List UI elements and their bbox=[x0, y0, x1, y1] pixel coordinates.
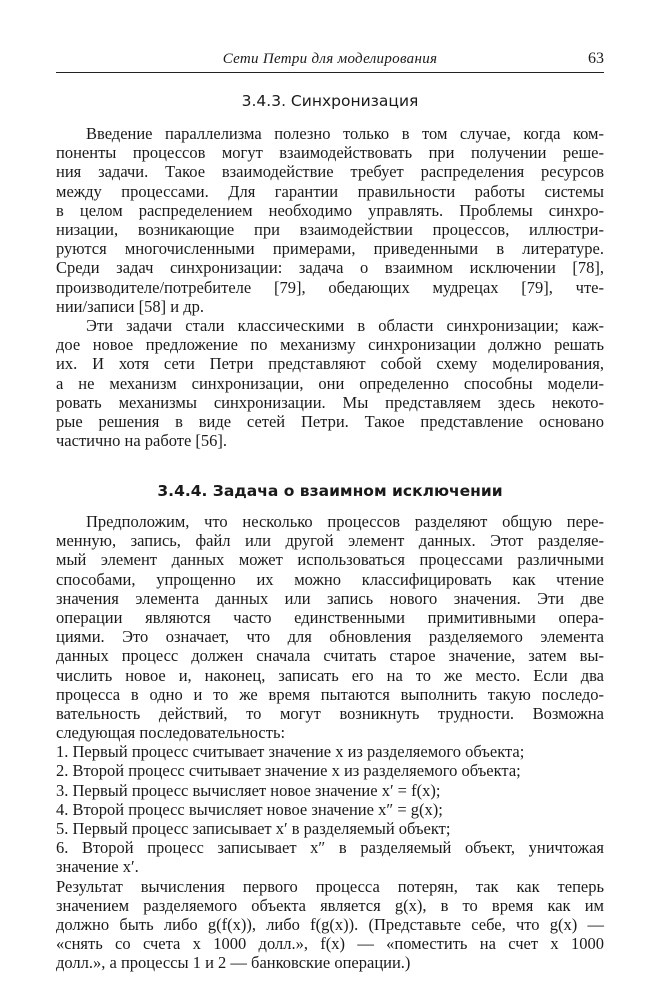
running-title: Сети Петри для моделирования bbox=[222, 51, 438, 67]
text-line: руются многочисленными примерами, приведенными в литературе. bbox=[56, 239, 604, 259]
text-line: следующая последовательность: bbox=[56, 723, 286, 743]
text-line: нии/записи [58] и др. bbox=[56, 296, 204, 316]
text-line: способами, упрощенно их можно классифицировать как чтение bbox=[56, 569, 604, 589]
running-header bbox=[56, 46, 604, 73]
list-item: 4. Второй процесс вычисляет новое значение x″ = g(x); bbox=[56, 799, 443, 819]
text-line: а не механизм синхронизации, они определенно способны модели- bbox=[56, 373, 604, 393]
text-line: ровать механизмы синхронизации. Мы представляем здесь некото- bbox=[56, 392, 604, 412]
paragraph-mutual-exclusion-intro bbox=[56, 512, 604, 973]
text-line: Результат вычисления первого процесса потерян, так как теперь bbox=[56, 876, 604, 896]
text-line: процесса в одно и то же время пытаются выполнить такую последо- bbox=[56, 684, 604, 704]
list-item: 5. Первый процесс записывает x′ в разделяемый объект; bbox=[56, 819, 451, 838]
text-line: Среди задач синхронизации: задача о взаимном исключении [78], bbox=[56, 258, 604, 278]
paragraph-synchronization-intro bbox=[56, 124, 604, 316]
list-item: 3. Первый процесс вычисляет новое значение x′ = f(x); bbox=[56, 780, 441, 800]
text-line: рые решения в виде сетей Петри. Такое представление основано bbox=[56, 411, 604, 431]
page-number: 63 bbox=[588, 50, 604, 67]
text-line: Предположим, что несколько процессов разделяют общую пере- bbox=[86, 512, 604, 531]
text-line: Эти задачи стали классическими в области синхронизации; каж- bbox=[86, 316, 604, 335]
text-line: числить новое и, наконец, записать его на то же место. Если два bbox=[56, 665, 604, 685]
text-line: их. И хотя сети Петри представляют собой схему моделирования, bbox=[56, 354, 604, 374]
text-line: должно быть либо g(f(x)), либо f(g(x)). (Представьте себе, что g(x) — bbox=[56, 914, 604, 934]
text-line: вательность действий, то могут возникнуть трудности. Возможна bbox=[56, 703, 604, 723]
text-line: значением разделяемого объекта является g(x), в то время как им bbox=[56, 895, 604, 915]
text-line: частично на работе [56]. bbox=[56, 431, 228, 451]
text-line: производителе/потребителе [79], обедающих мудрецах [79], чте- bbox=[56, 277, 604, 297]
text-line: долл.», а процессы 1 и 2 — банковские операции.) bbox=[56, 953, 411, 973]
text-line: Введение параллелизма полезно только в том случае, когда ком- bbox=[86, 124, 604, 143]
list-item: 1. Первый процесс считывает значение x из разделяемого объекта; bbox=[56, 742, 525, 762]
text-line: операции являются часто единственными примитивными опера- bbox=[56, 607, 604, 627]
section-heading-mutual-exclusion: 3.4.4. Задача о взаимном исключении bbox=[157, 482, 503, 500]
text-line: между процессами. Для гарантии правильности работы системы bbox=[56, 181, 604, 201]
text-line: дое новое предложение по механизму синхронизации должно решать bbox=[56, 335, 604, 355]
text-line: циями. Это означает, что для обновления разделяемого элемента bbox=[56, 627, 604, 647]
text-line: низации, возникающие при взаимодействии процессов, иллюстри- bbox=[56, 219, 604, 239]
list-item-continuation: значение x′. bbox=[56, 857, 139, 877]
text-line: значения элемента данных или запись нового значения. Эти две bbox=[56, 588, 604, 608]
list-item: 6. Второй процесс записывает x″ в разделяемый объект, уничтожая bbox=[56, 838, 604, 858]
text-line: поненты процессов могут взаимодействовать при получении реше- bbox=[56, 143, 604, 163]
text-line: менную, запись, файл или другой элемент данных. Этот разделяе- bbox=[56, 531, 604, 551]
paragraph-synchronization-classic bbox=[56, 316, 604, 450]
list-item: 2. Второй процесс считывает значение x из разделяемого объекта; bbox=[56, 761, 521, 781]
text-line: данных процесс должен сначала считать старое значение, затем вы- bbox=[56, 646, 604, 666]
section-heading-synchronization: 3.4.3. Синхронизация bbox=[241, 92, 419, 110]
text-line: ния задачи. Такое взаимодействие требует распределения ресурсов bbox=[56, 162, 604, 182]
text-line: в целом распределением необходимо управлять. Проблемы синхро- bbox=[56, 200, 604, 220]
text-line: «снять со счета x 1000 долл.», f(x) — «поместить на счет x 1000 bbox=[56, 934, 604, 954]
text-line: мый элемент данных может использоваться процессами различными bbox=[56, 550, 604, 570]
